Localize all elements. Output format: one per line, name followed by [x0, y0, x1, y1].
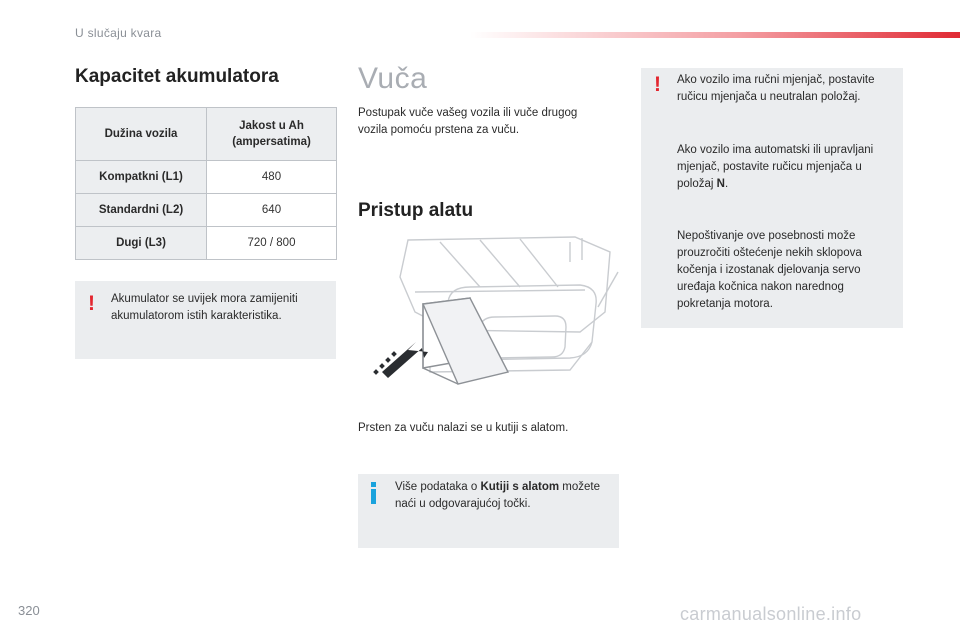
table-cell-length: Standardni (L2)	[76, 194, 207, 227]
table-cell-length: Dugi (L3)	[76, 227, 207, 260]
battery-warning-box	[75, 281, 336, 359]
toolbox-illustration	[370, 232, 620, 392]
warning-manual-text: Ako vozilo ima ručni mjenjač, postavite ručicu mjenjača u neutralan položaj.	[677, 74, 875, 103]
table-header-row	[76, 108, 337, 161]
warning-icon: !	[88, 292, 95, 315]
watermark: carmanualsonline.info	[680, 604, 862, 624]
gearbox-warning-box	[641, 68, 903, 328]
table-cell-capacity: 480	[207, 161, 337, 194]
toolbox-seat-icon	[370, 232, 620, 392]
table-row	[76, 161, 337, 194]
header-accent-bar	[470, 32, 960, 38]
table-cell-length: Kompatkni (L1)	[76, 161, 207, 194]
towing-intro: Postupak vuče vašeg vozila ili vuče drugog vozila pomoću prstena za vuču.	[358, 107, 578, 136]
info-text-link: Kutiji s alatom	[480, 481, 560, 493]
warning-automatic-text	[677, 142, 899, 193]
battery-title: Kapacitet akumulatora	[75, 66, 279, 87]
page-number: 320	[18, 603, 40, 618]
towing-title: Vuča	[358, 62, 428, 95]
section-header: U slučaju kvara	[75, 26, 162, 40]
tools-info-box	[358, 474, 619, 548]
info-text-suffix: možete naći u odgovarajućoj točki.	[395, 481, 600, 510]
warning-automatic-prefix: Ako vozilo ima automatski ili upravljani mjenjač, postavite ručicu mjenjača u položaj	[677, 144, 874, 190]
neutral-position-label: N	[716, 178, 725, 190]
table-cell-capacity: 640	[207, 194, 337, 227]
table-header-length: Dužina vozila	[76, 108, 207, 161]
tools-caption: Prsten za vuču nalazi se u kutiji s alatom.	[358, 422, 569, 434]
table-row	[76, 194, 337, 227]
table-cell-capacity: 720 / 800	[207, 227, 337, 260]
info-icon	[369, 482, 379, 504]
table-row	[76, 227, 337, 260]
battery-warning-text: Akumulator se uvijek mora zamijeniti akumulatorom istih karakteristika.	[111, 293, 298, 322]
warning-automatic-suffix: .	[724, 178, 729, 190]
table-header-capacity: Jakost u Ah (ampersatima)	[207, 108, 337, 161]
warning-icon: !	[654, 73, 661, 96]
warning-consequence-text: Nepoštivanje ove posebnosti može prouzročiti oštećenje nekih sklopova kočenja i izostanak djelovanja servo uređaja kočnica nakon narednog pokretanja motora.	[677, 230, 862, 310]
battery-capacity-table	[75, 107, 337, 260]
tools-info-text	[395, 479, 610, 513]
tools-title: Pristup alatu	[358, 200, 474, 221]
info-text-prefix: Više podataka o	[395, 481, 481, 493]
